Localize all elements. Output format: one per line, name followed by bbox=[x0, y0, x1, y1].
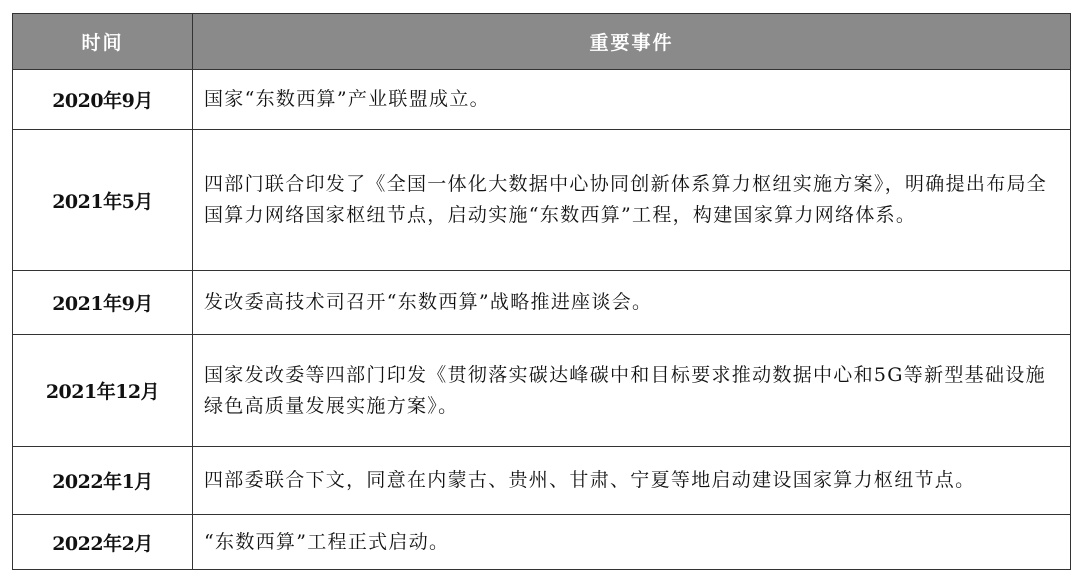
event-cell: “东数西算”工程正式启动。 bbox=[193, 515, 1071, 570]
table-row bbox=[13, 130, 1071, 271]
table-row bbox=[13, 70, 1071, 130]
event-cell: 发改委高技术司召开“东数西算”战略推进座谈会。 bbox=[193, 271, 1071, 335]
event-cell: 国家“东数西算”产业联盟成立。 bbox=[193, 70, 1071, 130]
table-row bbox=[13, 271, 1071, 335]
event-cell: 四部委联合下文，同意在内蒙古、贵州、甘肃、宁夏等地启动建设国家算力枢纽节点。 bbox=[193, 447, 1071, 515]
time-column-header: 时间 bbox=[13, 14, 193, 70]
table-row bbox=[13, 515, 1071, 570]
time-cell: 2021年9月 bbox=[13, 271, 193, 335]
event-cell: 国家发改委等四部门印发《贯彻落实碳达峰碳中和目标要求推动数据中心和5G等新型基础设施绿色高质量发展实施方案》。 bbox=[193, 335, 1071, 447]
events-table bbox=[12, 13, 1071, 570]
time-cell: 2020年9月 bbox=[13, 70, 193, 130]
table-header bbox=[13, 14, 1071, 70]
time-cell: 2022年1月 bbox=[13, 447, 193, 515]
table-body bbox=[13, 70, 1071, 570]
time-cell: 2021年5月 bbox=[13, 130, 193, 271]
header-row bbox=[13, 14, 1071, 70]
table-row bbox=[13, 335, 1071, 447]
time-cell: 2021年12月 bbox=[13, 335, 193, 447]
event-column-header: 重要事件 bbox=[193, 14, 1071, 70]
time-cell: 2022年2月 bbox=[13, 515, 193, 570]
event-cell: 四部门联合印发了《全国一体化大数据中心协同创新体系算力枢纽实施方案》，明确提出布局全国算力网络国家枢纽节点，启动实施“东数西算”工程，构建国家算力网络体系。 bbox=[193, 130, 1071, 271]
table-row bbox=[13, 447, 1071, 515]
